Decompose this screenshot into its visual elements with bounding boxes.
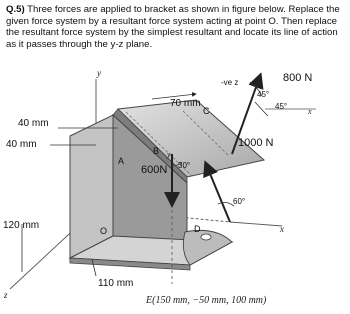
point-E-label: E(150 mm, −50 mm, 100 mm) (146, 295, 267, 306)
angle-45b-label: 45° (275, 102, 288, 111)
axis-y2-label: y (167, 150, 171, 159)
point-B-label: B (153, 146, 160, 156)
axis-z-label: z (4, 290, 8, 300)
angle-30-label: 30° (178, 161, 191, 170)
dim-70-label: 70 mm (170, 98, 201, 109)
problem-number: Q.5) (6, 4, 25, 15)
angle-60-label: 60° (233, 197, 246, 206)
dim-40b-label: 40 mm (6, 139, 37, 150)
bracket-figure (0, 54, 350, 314)
problem-text: Three forces are applied to bracket as shown in figure below. Replace the given force system by a resultant force system acting at point O. Then replace the resultant force system by the simplest resultant and locate its line of action as it passes through the y-z plane. (6, 4, 340, 50)
vertical-wall (70, 115, 113, 258)
axis-y-label: y (97, 68, 101, 78)
force-1000-arrow (206, 164, 230, 222)
point-O-label: O (100, 226, 108, 236)
dim-110-label: 110 mm (98, 278, 134, 289)
axis-x-label: x (308, 107, 312, 116)
problem-statement (6, 4, 344, 50)
force-800-label: 800 N (283, 72, 313, 84)
neg-z-label: -ve z (221, 78, 239, 87)
point-D-label: D (194, 224, 201, 234)
axis-x2-label: x (280, 224, 284, 234)
angle-45a-label: 45° (257, 90, 270, 99)
point-A-label: A (118, 156, 125, 166)
point-C-label: C (203, 106, 210, 116)
dim-40a-label: 40 mm (18, 118, 49, 129)
force-600-label: 600N (141, 164, 168, 176)
dim-120-label: 120 mm (3, 220, 40, 231)
force-1000-label: 1000 N (238, 137, 274, 149)
